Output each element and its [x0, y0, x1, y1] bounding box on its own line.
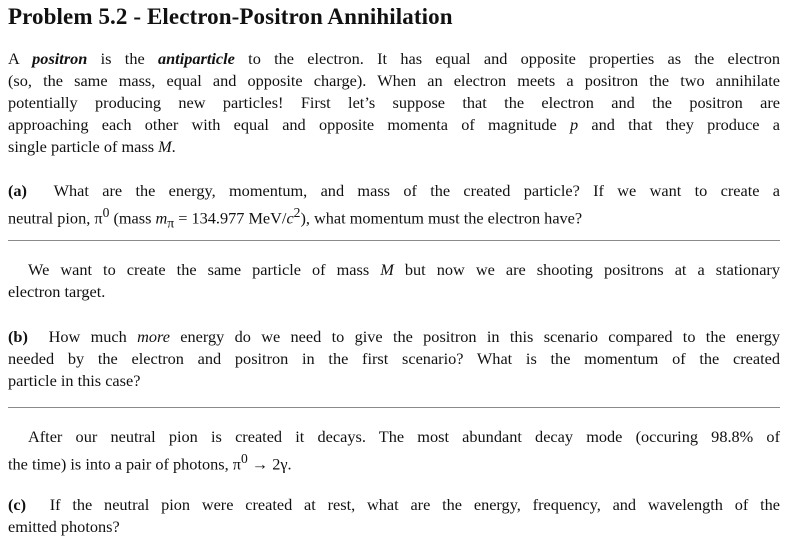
answer-divider-a [8, 240, 780, 241]
part-a-question [8, 180, 780, 235]
part-b-question [8, 326, 780, 392]
part-c-question [8, 494, 780, 538]
intro-line-1: A positron is the antiparticle to the electron. It has equal and opposite properties as the electron [8, 49, 780, 68]
decay-line-1: After our neutral pion is created it decays. The most abundant decay mode (occuring 98.8% of [28, 427, 780, 446]
scenario-2-line-1: We want to create the same particle of mass M but now we are shooting positrons at a stationary [28, 260, 780, 279]
part-b-line-1: (b) How much more energy do we need to give the positron in this scenario compared to the energy [8, 327, 781, 346]
part-b-line-3: particle in this case? [8, 371, 141, 390]
decay-paragraph [8, 426, 780, 475]
part-a-line-2: neutral pion, $\pi^0$ (mass $m_\pi = 134.977$ MeV/$c^2$), what momentum must the electron have? [8, 205, 583, 231]
part-b-line-2: needed by the electron and positron in the first scenario? What is the momentum of the created [8, 349, 780, 368]
scenario-2-paragraph [8, 259, 780, 303]
intro-line-2: (so, the same mass, equal and opposite charge). When an electron meets a positron the two annihilate [8, 71, 780, 90]
part-b-label: (b) [8, 327, 28, 346]
answer-divider-b [8, 407, 780, 408]
decay-line-2: the time) is into a pair of photons, $\pi^0 \to 2\gamma$. [8, 451, 292, 474]
scenario-2-line-2: electron target. [8, 282, 106, 301]
part-c-line-1: (c) If the neutral pion were created at rest, what are the energy, frequency, and wavelength of the [8, 495, 780, 514]
intro-line-4: approaching each other with equal and opposite momenta of magnitude p and that they produce a [8, 115, 781, 134]
term-positron: positron [32, 49, 88, 68]
part-c-line-2: emitted photons? [8, 517, 120, 536]
part-a-line-1: (a) What are the energy, momentum, and mass of the created particle? If we want to create a [8, 181, 781, 200]
problem-title: Problem 5.2 - Electron-Positron Annihilation [8, 4, 453, 29]
intro-line-3: potentially producing new particles! First let’s suppose that the electron and the positron are [8, 93, 780, 112]
intro-line-5: single particle of mass M. [8, 137, 176, 156]
term-antiparticle: antiparticle [157, 49, 235, 68]
part-c-label: (c) [8, 495, 27, 514]
part-a-label: (a) [8, 181, 27, 200]
intro-paragraph [8, 48, 780, 158]
